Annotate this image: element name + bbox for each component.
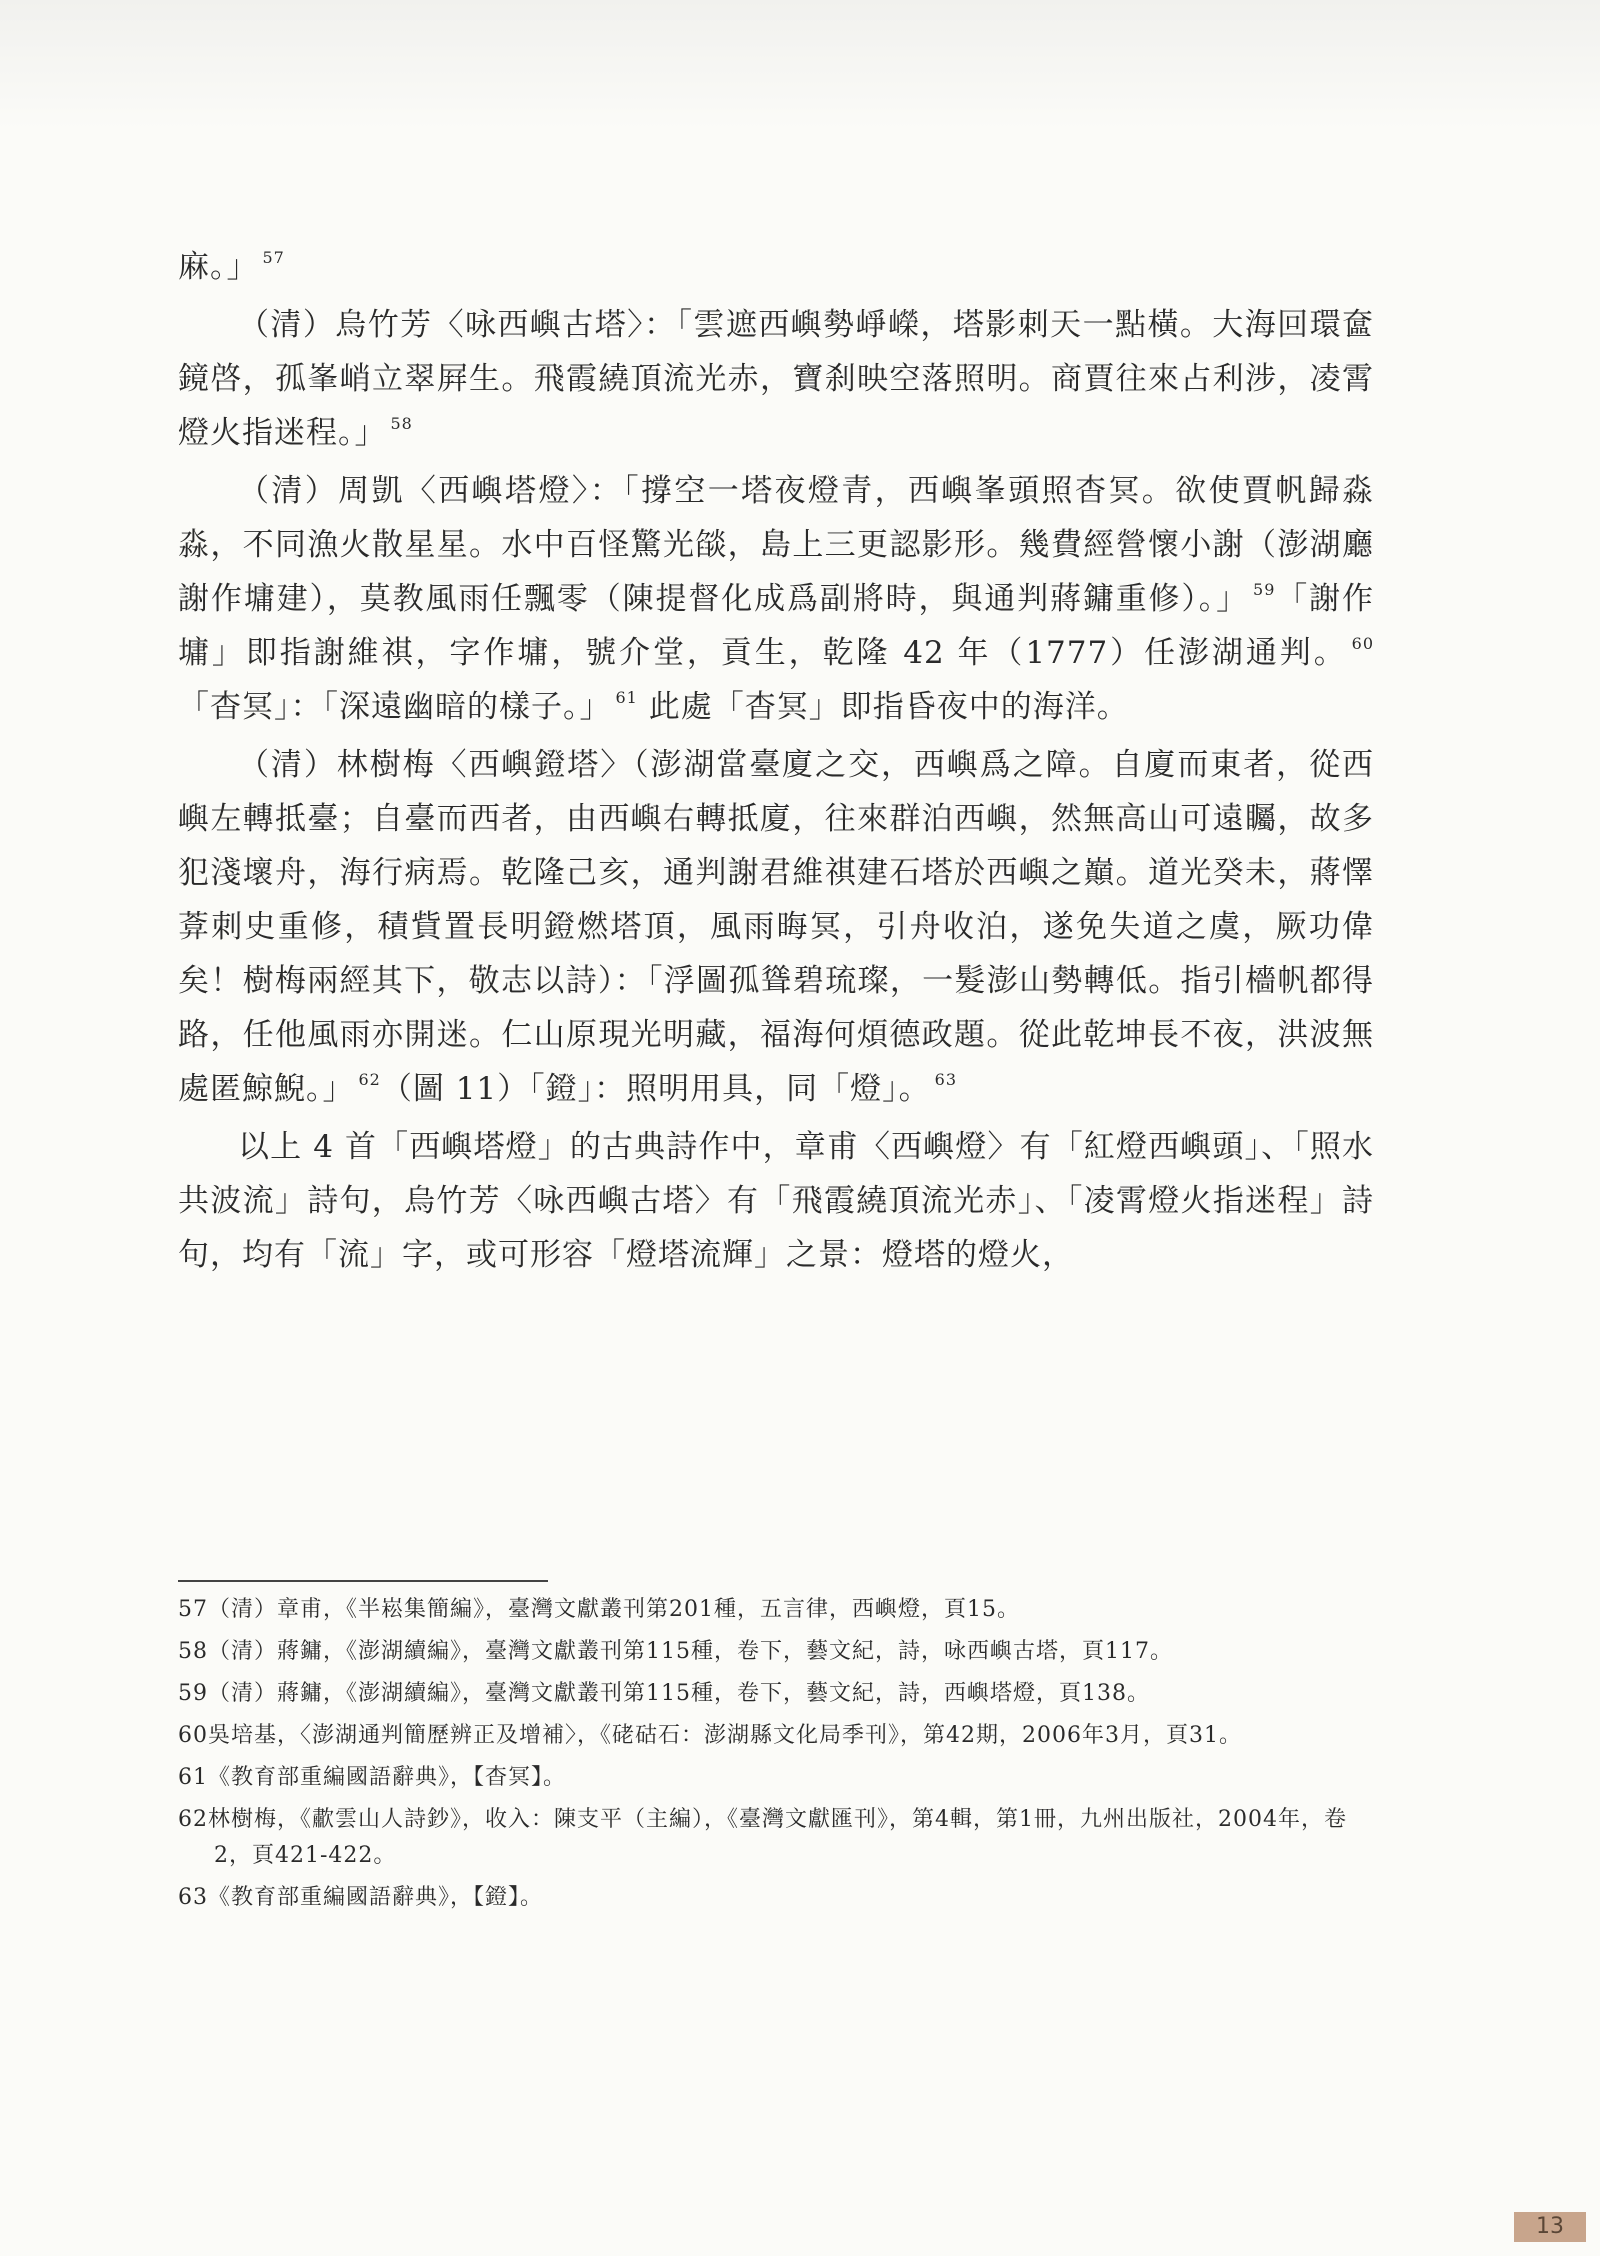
footnote-separator — [178, 1580, 548, 1582]
footnotes — [178, 1592, 1374, 1922]
paragraph-text: 此處「杳冥」即指昏夜中的海洋。 — [637, 689, 1129, 725]
paragraph-text: （清）烏竹芳〈咏西嶼古塔〉：「雲遮西嶼勢崢嶸，塔影刺天一點橫。大海回環奩鏡啓，孤峯峭立翠屛生。飛霞繞頂流光赤，寶刹映空落照明。商賈往來占利涉，凌霄燈火指迷程。」 — [178, 307, 1374, 451]
body-paragraph — [178, 1120, 1374, 1282]
footnote: 59（清）蔣鏞，《澎湖續編》，臺灣文獻叢刊第115種，卷下，藝文紀，詩，西嶼塔燈，頁138。 — [178, 1681, 1150, 1706]
footnote: 58（清）蔣鏞，《澎湖續編》，臺灣文獻叢刊第115種，卷下，藝文紀，詩，咏西嶼古塔，頁117。 — [178, 1639, 1173, 1664]
footnote: 57（清）章甫，《半崧集簡編》，臺灣文獻叢刊第201種，五言律，西嶼燈，頁15。 — [178, 1597, 1020, 1622]
scan-top-shadow — [0, 0, 1600, 130]
footnote-reference: 58 — [390, 414, 413, 433]
page-number: 13 — [1514, 2212, 1586, 2242]
footnote-reference: 57 — [262, 248, 285, 267]
paragraph-text: （清）周凱〈西嶼塔燈〉：「撐空一塔夜燈青，西嶼峯頭照杳冥。欲使賈帆歸淼淼，不同漁火散星星。水中百怪驚光燄，島上三更認影形。幾費經營懷小謝（澎湖廳謝作墉建），莫教風雨任飄零（陳提督化成爲副將時，與通判蔣鏞重修）。」 — [178, 473, 1374, 617]
footnote: 61《教育部重編國語辭典》，【杳冥】。 — [178, 1765, 566, 1790]
paragraph-text: 以上 4 首「西嶼塔燈」的古典詩作中，章甫〈西嶼燈〉有「紅燈西嶼頭」、「照水共波流」詩句，烏竹芳〈咏西嶼古塔〉有「飛霞繞頂流光赤」、「凌霄燈火指迷程」詩句，均有「流」字，或可形容「燈塔流輝」之景：燈塔的燈火， — [178, 1129, 1374, 1273]
footnote: 63《教育部重編國語辭典》，【鐙】。 — [178, 1885, 543, 1910]
body-paragraph — [178, 298, 1374, 460]
paragraph-text: 「謝作墉」即指謝維祺，字作墉，號介堂，貢生，乾隆 42 年（1777）任澎湖通判。 — [178, 581, 1374, 671]
footnote-reference: 59 — [1253, 580, 1276, 599]
footnote-reference: 61 — [615, 688, 638, 707]
paragraph-text: （清）林樹梅〈西嶼鐙塔〉（澎湖當臺廈之交，西嶼爲之障。自廈而東者，從西嶼左轉抵臺；自臺而西者，由西嶼右轉抵廈，往來群泊西嶼，然無高山可遠矚，故多犯淺壞舟，海行病焉。乾隆己亥，通判謝君維祺建石塔於西嶼之巔。道光癸未，蔣懌葊刺史重修，積貲置長明鐙燃塔頂，風雨晦冥，引舟收泊，遂免失道之虞，厥功偉矣！樹梅兩經其下，敬志以詩）：「浮圖孤聳碧琉璨，一髮澎山勢轉低。指引檣帆都得路，任他風雨亦開迷。仁山原現光明藏，福海何煩德政題。從此乾坤長不夜，洪波無處匿鯨鯢。」 — [178, 747, 1374, 1107]
footnote: 62林樹梅，《歗雲山人詩鈔》，收入：陳支平（主編），《臺灣文獻匯刊》，第4輯，第1冊，九州出版社，2004年，卷2，頁421-422。 — [178, 1807, 1347, 1868]
footnote-reference: 60 — [1351, 634, 1374, 653]
body-paragraph — [178, 240, 1374, 294]
paragraph-text: 麻。」 — [178, 249, 259, 285]
body-paragraph — [178, 464, 1374, 734]
paragraph-text: 「杳冥」：「深遠幽暗的樣子。」 — [178, 689, 612, 725]
paragraph-text: （圖 11）「鐙」：照明用具，同「燈」。 — [380, 1071, 931, 1107]
footnote: 60吳培基，〈澎湖通判簡歷辨正及增補〉，《硓𥑮石：澎湖縣文化局季刊》，第42期，2006年3月，頁31。 — [178, 1723, 1242, 1748]
footnote-reference: 62 — [358, 1070, 381, 1089]
footnote-reference: 63 — [934, 1070, 958, 1089]
body-paragraph — [178, 738, 1374, 1116]
body-text — [178, 240, 1374, 1282]
